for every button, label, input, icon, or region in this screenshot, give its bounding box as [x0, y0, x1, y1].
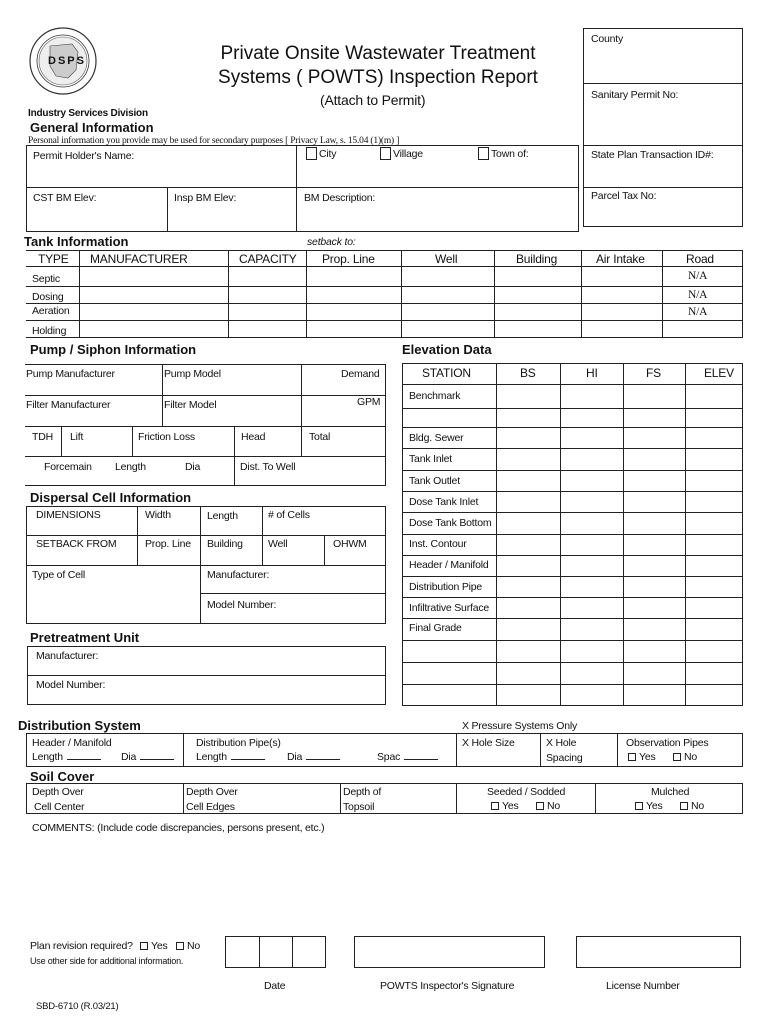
cell-manufacturer-label: Manufacturer:: [207, 569, 270, 581]
setback-to-label: setback to:: [307, 236, 356, 248]
depth-of-label: Depth of: [343, 786, 382, 798]
tank-col-header: Road: [686, 252, 714, 266]
elev-col-header: ELEV: [704, 366, 734, 380]
pump-info-heading: Pump / Siphon Information: [30, 342, 197, 357]
tank-col-header: Building: [516, 252, 558, 266]
observation-pipes-label: Observation Pipes: [626, 737, 709, 749]
dist-pipes-label: Distribution Pipe(s): [196, 737, 281, 749]
header-dia-field[interactable]: Dia: [121, 751, 178, 763]
tank-row-road: N/A: [688, 306, 708, 318]
mulched-no-option[interactable]: No: [680, 800, 704, 812]
observation-yes-checkbox[interactable]: [628, 753, 636, 761]
comments-label: COMMENTS: (Include code discrepancies, persons present, etc.): [32, 822, 325, 834]
pretreatment-heading: Pretreatment Unit: [30, 630, 140, 645]
tdh-label: TDH: [32, 431, 53, 443]
mulched-label: Mulched: [651, 786, 690, 798]
pipe-spac-field[interactable]: Spac: [377, 751, 442, 763]
elev-col-header: FS: [646, 366, 661, 380]
type-of-cell-label: Type of Cell: [32, 569, 86, 581]
signature-label: POWTS Inspector's Signature: [380, 980, 515, 992]
seeded-sodded-label: Seeded / Sodded: [487, 786, 566, 798]
tank-col-header: MANUFACTURER: [90, 252, 188, 266]
other-side-note: Use other side for additional information.: [30, 956, 184, 966]
page-title-line1: Private Onsite Wastewater Treatment: [220, 43, 536, 64]
pipe-dia-field[interactable]: Dia: [287, 751, 344, 763]
tank-col-header: Well: [435, 252, 458, 266]
parcel-tax-label: Parcel Tax No:: [591, 190, 657, 202]
tank-col-header: TYPE: [38, 252, 69, 266]
plan-revision-label: Plan revision required?: [30, 940, 133, 952]
logo-text: DSPS: [48, 55, 86, 67]
elev-col-header: BS: [520, 366, 536, 380]
plan-revision-no-option[interactable]: No: [176, 940, 200, 952]
elev-station: Bldg. Sewer: [409, 432, 464, 444]
header-manifold-label: Header / Manifold: [32, 737, 112, 749]
observation-no-option[interactable]: No: [673, 751, 697, 763]
tank-col-header: CAPACITY: [239, 252, 297, 266]
tank-row-type: Dosing: [32, 291, 64, 303]
depth-over-edges-label: Depth Over: [186, 786, 238, 798]
distribution-heading: Distribution System: [18, 718, 141, 733]
x-hole-label: X Hole: [546, 737, 577, 749]
bm-description-label: BM Description:: [304, 192, 376, 204]
sanitary-permit-label: Sanitary Permit No:: [591, 89, 679, 101]
county-label: County: [591, 33, 624, 45]
elev-station: Header / Manifold: [409, 559, 489, 571]
total-label: Total: [309, 431, 331, 443]
plan-revision-yes-option[interactable]: Yes: [140, 940, 168, 952]
filter-model-label: Filter Model: [164, 399, 217, 411]
seeded-yes-option[interactable]: Yes: [491, 800, 519, 812]
tank-row-type: Aeration: [32, 305, 70, 317]
header-length-field[interactable]: Length: [32, 751, 105, 763]
pressure-only-label: X Pressure Systems Only: [462, 720, 578, 732]
setback-prop-line-label: Prop. Line: [145, 538, 191, 550]
setback-well-label: Well: [268, 538, 288, 550]
elev-station: Distribution Pipe: [409, 581, 483, 593]
pretreatment-model-label: Model Number:: [36, 679, 106, 691]
cell-model-number-label: Model Number:: [207, 599, 277, 611]
pretreatment-manufacturer-label: Manufacturer:: [36, 650, 99, 662]
village-option[interactable]: Village: [380, 147, 423, 160]
town-checkbox[interactable]: [478, 147, 489, 160]
friction-loss-label: Friction Loss: [138, 431, 195, 443]
division-label: Industry Services Division: [28, 108, 148, 119]
general-info-heading: General Information: [30, 120, 154, 135]
elev-station: Dose Tank Inlet: [409, 496, 479, 508]
elev-station: Tank Inlet: [409, 453, 452, 465]
city-checkbox[interactable]: [306, 147, 317, 160]
filter-manufacturer-label: Filter Manufacturer: [26, 399, 111, 411]
page-title-line2: Systems ( POWTS) Inspection Report: [218, 67, 538, 88]
elev-station: Dose Tank Bottom: [409, 517, 492, 529]
seeded-no-checkbox[interactable]: [536, 802, 544, 810]
privacy-notice: Personal information you provide may be used for secondary purposes [ Privacy Law, s. 15.04 (1)(m) ]: [28, 136, 400, 146]
observation-yes-option[interactable]: Yes: [628, 751, 656, 763]
mulched-yes-checkbox[interactable]: [635, 802, 643, 810]
cell-center-label: Cell Center: [34, 801, 85, 813]
elev-station: Benchmark: [409, 390, 461, 402]
insp-bm-elev-label: Insp BM Elev:: [174, 192, 237, 204]
depth-over-center-label: Depth Over: [32, 786, 84, 798]
forcemain-label: Forcemain: [44, 461, 92, 473]
permit-holder-label: Permit Holder's Name:: [33, 150, 135, 162]
cst-bm-elev-label: CST BM Elev:: [33, 192, 97, 204]
tank-row-type: Septic: [32, 273, 60, 285]
forcemain-dia-label: Dia: [185, 461, 201, 473]
seeded-yes-checkbox[interactable]: [491, 802, 499, 810]
village-checkbox[interactable]: [380, 147, 391, 160]
x-hole-size-label: X Hole Size: [462, 737, 515, 749]
elevation-heading: Elevation Data: [402, 342, 492, 357]
pipe-length-field[interactable]: Length: [196, 751, 269, 763]
cell-width-label: Width: [145, 509, 171, 521]
page-subtitle: (Attach to Permit): [320, 92, 426, 108]
elev-col-header: STATION: [422, 366, 471, 380]
mulched-yes-option[interactable]: Yes: [635, 800, 663, 812]
dispersal-heading: Dispersal Cell Information: [30, 490, 192, 505]
state-plan-label: State Plan Transaction ID#:: [591, 149, 714, 161]
setback-ohwm-label: OHWM: [333, 538, 367, 550]
license-field[interactable]: [576, 936, 741, 968]
pump-manufacturer-label: Pump Manufacturer: [26, 368, 115, 380]
elev-station: Final Grade: [409, 622, 462, 634]
elev-station: Infiltrative Surface: [409, 602, 490, 614]
dist-to-well-label: Dist. To Well: [240, 461, 296, 473]
tank-row-road: N/A: [688, 270, 708, 282]
elev-col-header: HI: [586, 366, 598, 380]
setback-building-label: Building: [207, 538, 243, 550]
plan-revision-yes-checkbox[interactable]: [140, 942, 148, 950]
num-cells-label: # of Cells: [268, 509, 310, 521]
soil-cover-heading: Soil Cover: [30, 769, 95, 784]
spacing-label: Spacing: [546, 752, 583, 764]
tank-col-header: Prop. Line: [322, 252, 375, 266]
dimensions-label: DIMENSIONS: [36, 509, 101, 521]
town-option[interactable]: Town of:: [478, 147, 529, 160]
pump-model-label: Pump Model: [164, 368, 221, 380]
gpm-label: GPM: [357, 396, 381, 408]
tank-info-heading: Tank Information: [24, 234, 129, 249]
observation-no-checkbox[interactable]: [673, 753, 681, 761]
license-label: License Number: [606, 980, 680, 992]
demand-label: Demand: [341, 368, 380, 380]
elev-station: Inst. Contour: [409, 538, 467, 550]
city-option[interactable]: City: [306, 147, 336, 160]
date-label: Date: [264, 980, 286, 992]
setback-from-label: SETBACK FROM: [36, 538, 117, 550]
tank-row-type: Holding: [32, 325, 67, 337]
date-field[interactable]: [225, 936, 326, 968]
seeded-no-option[interactable]: No: [536, 800, 560, 812]
topsoil-label: Topsoil: [343, 801, 375, 813]
mulched-no-checkbox[interactable]: [680, 802, 688, 810]
plan-revision-no-checkbox[interactable]: [176, 942, 184, 950]
signature-field[interactable]: [354, 936, 545, 968]
tank-col-header: Air Intake: [596, 252, 645, 266]
elev-station: Tank Outlet: [409, 475, 460, 487]
cell-edges-label: Cell Edges: [186, 801, 235, 813]
form-number: SBD-6710 (R.03/21): [36, 1001, 119, 1012]
tank-row-road: N/A: [688, 289, 708, 301]
lift-label: Lift: [70, 431, 84, 443]
forcemain-length-label: Length: [115, 461, 146, 473]
head-label: Head: [241, 431, 266, 443]
cell-length-label: Length: [207, 510, 238, 522]
dsps-logo: [28, 26, 98, 96]
